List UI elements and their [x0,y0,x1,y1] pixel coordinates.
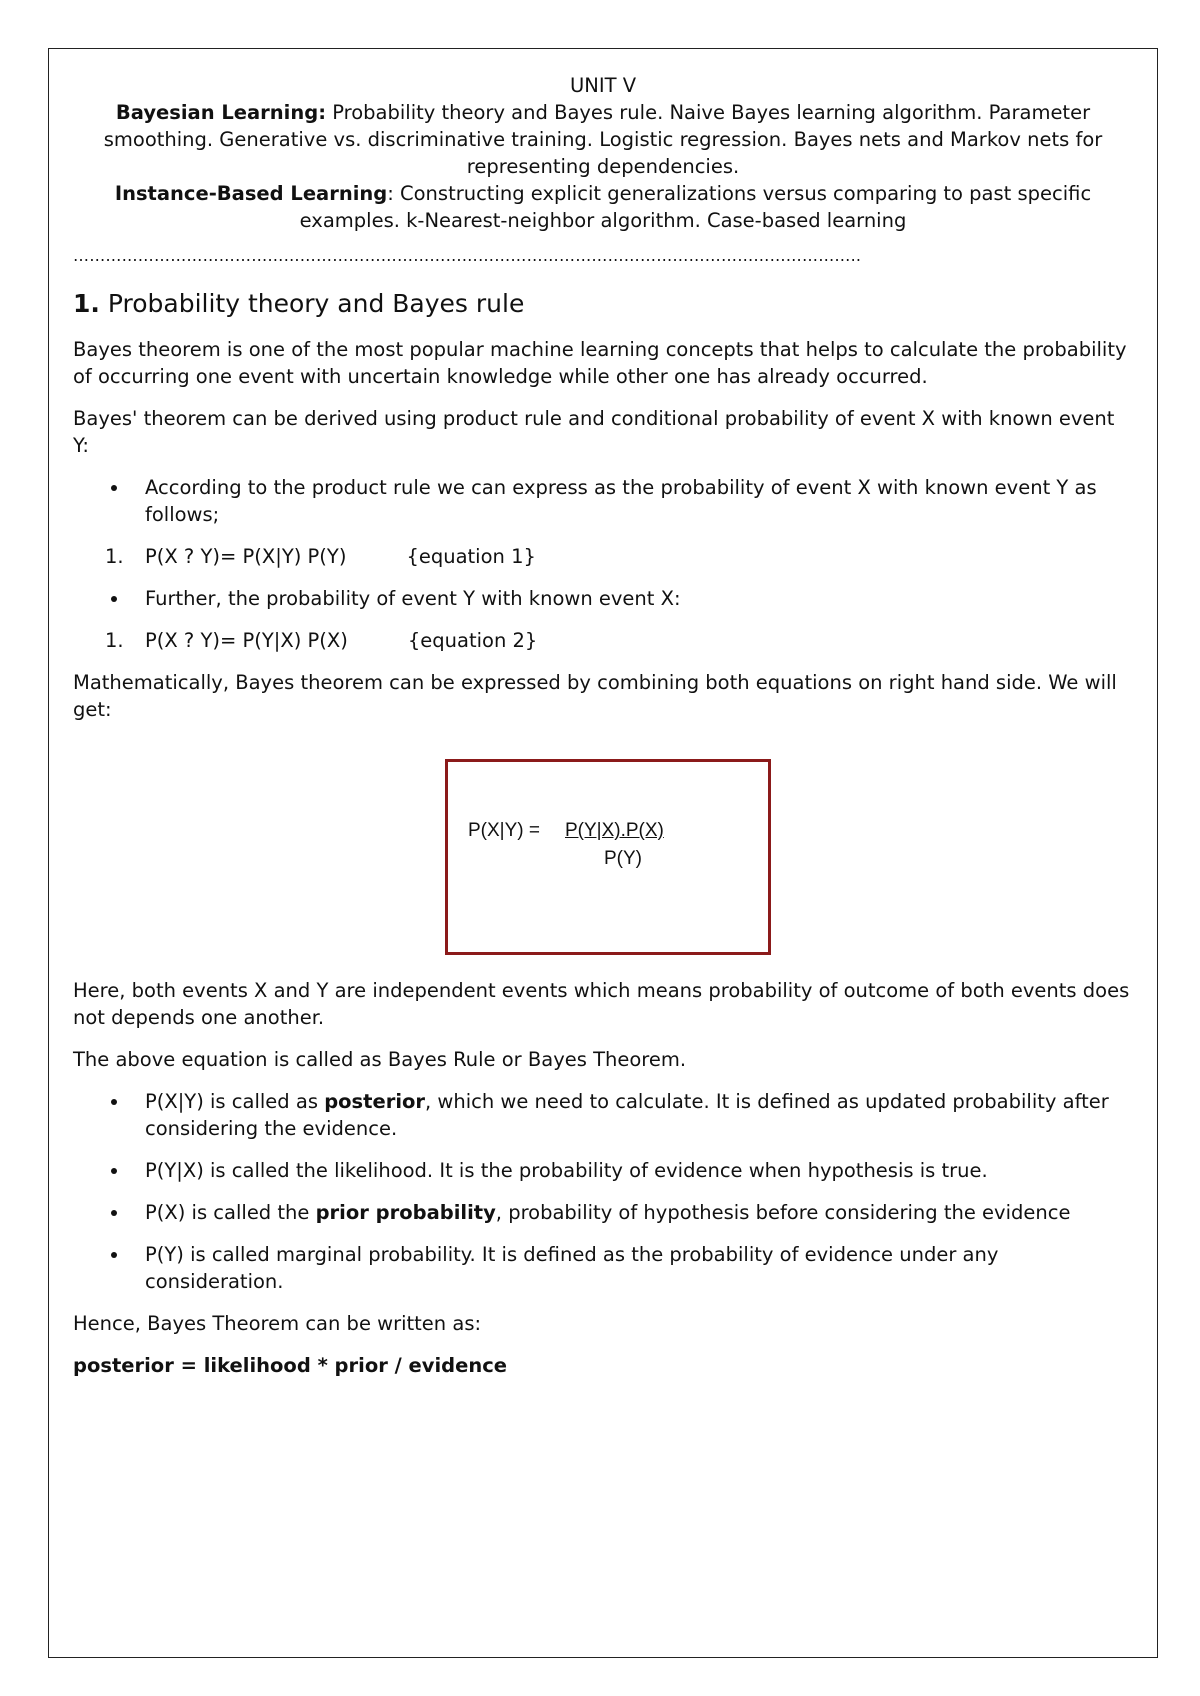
bullet-text: Further, the probability of event Y with known event X: [145,587,681,610]
definition-text: , which we need to calculate. It is defined as updated probability after considering the evidence. [145,1090,1109,1140]
definition-term: prior probability [315,1201,496,1224]
bullet-text: According to the product rule we can express as the probability of event X with known event Y as follows; [145,476,1097,526]
definition-text: P(X|Y) is called as [145,1090,325,1113]
definition-text: P(X) is called the [145,1201,316,1224]
list-item [73,585,1133,612]
paragraph-derivation: Bayes' theorem can be derived using product rule and conditional probability of event X with known event Y: [73,407,1115,457]
definition-text: , probability of hypothesis before considering the evidence [495,1201,1071,1224]
syllabus-instance [73,180,1133,234]
list-number: 1. [105,545,124,568]
syllabus-bayesian [73,99,1133,180]
definition-marginal [73,1241,1133,1295]
section-heading [73,289,1133,318]
dotted-separator: ……………………………………………………………………………………………………………………………….. [73,246,862,265]
formula-numerator: P(Y|X).P(X) [565,820,664,841]
paragraph-hence: Hence, Bayes Theorem can be written as: [73,1312,482,1335]
list-item [73,474,1133,528]
paragraph-independence: Here, both events X and Y are independent events which means probability of outcome of both events does not depends one another. [73,979,1130,1029]
document-body [73,72,1133,1379]
equation-1 [73,543,1133,570]
instance-label: Instance-Based Learning [114,182,388,205]
bayes-summary-formula: posterior = likelihood * prior / evidence [73,1354,507,1377]
definition-prior [73,1199,1133,1226]
formula-denominator: P(Y) [604,848,642,869]
formula-lhs: P(X|Y) = [468,820,540,841]
definition-text: P(Y) is called marginal probability. It is defined as the probability of evidence under any consideration. [145,1243,999,1293]
list-number: 1. [105,629,124,652]
equation-2 [73,627,1133,654]
definition-text: P(Y|X) is called the likelihood. It is the probability of evidence when hypothesis is true. [145,1159,988,1182]
equation-expression: P(X ? Y)= P(X|Y) P(Y) [145,545,347,568]
bayesian-label: Bayesian Learning: [115,101,327,124]
unit-title: UNIT V [569,74,637,97]
paragraph-bayes-rule: The above equation is called as Bayes Rule or Bayes Theorem. [73,1048,687,1071]
bayesian-text: Probability theory and Bayes rule. Naive Bayes learning algorithm. Parameter smoothing. Generative vs. discriminative training. Logistic regression. Bayes nets and Markov nets for representing dependencies. [103,101,1103,178]
bayes-formula-box [445,759,771,955]
paragraph-intro: Bayes theorem is one of the most popular machine learning concepts that helps to calculate the probability of occurring one event with uncertain knowledge while other one has already occurred. [73,338,1127,388]
instance-text: : Constructing explicit generalizations versus comparing to past specific examples. k-Nearest-neighbor algorithm. Case-based learning [299,182,1092,232]
definition-likelihood [73,1157,1133,1184]
section-number: 1. [73,289,100,318]
definition-term: posterior [324,1090,426,1113]
definition-posterior [73,1088,1133,1142]
equation-label: {equation 2} [407,629,538,652]
equation-label: {equation 1} [406,545,536,568]
paragraph-combine: Mathematically, Bayes theorem can be expressed by combining both equations on right hand side. We will get: [73,671,1117,721]
section-title: Probability theory and Bayes rule [99,289,525,318]
equation-expression: P(X ? Y)= P(Y|X) P(X) [145,629,348,652]
